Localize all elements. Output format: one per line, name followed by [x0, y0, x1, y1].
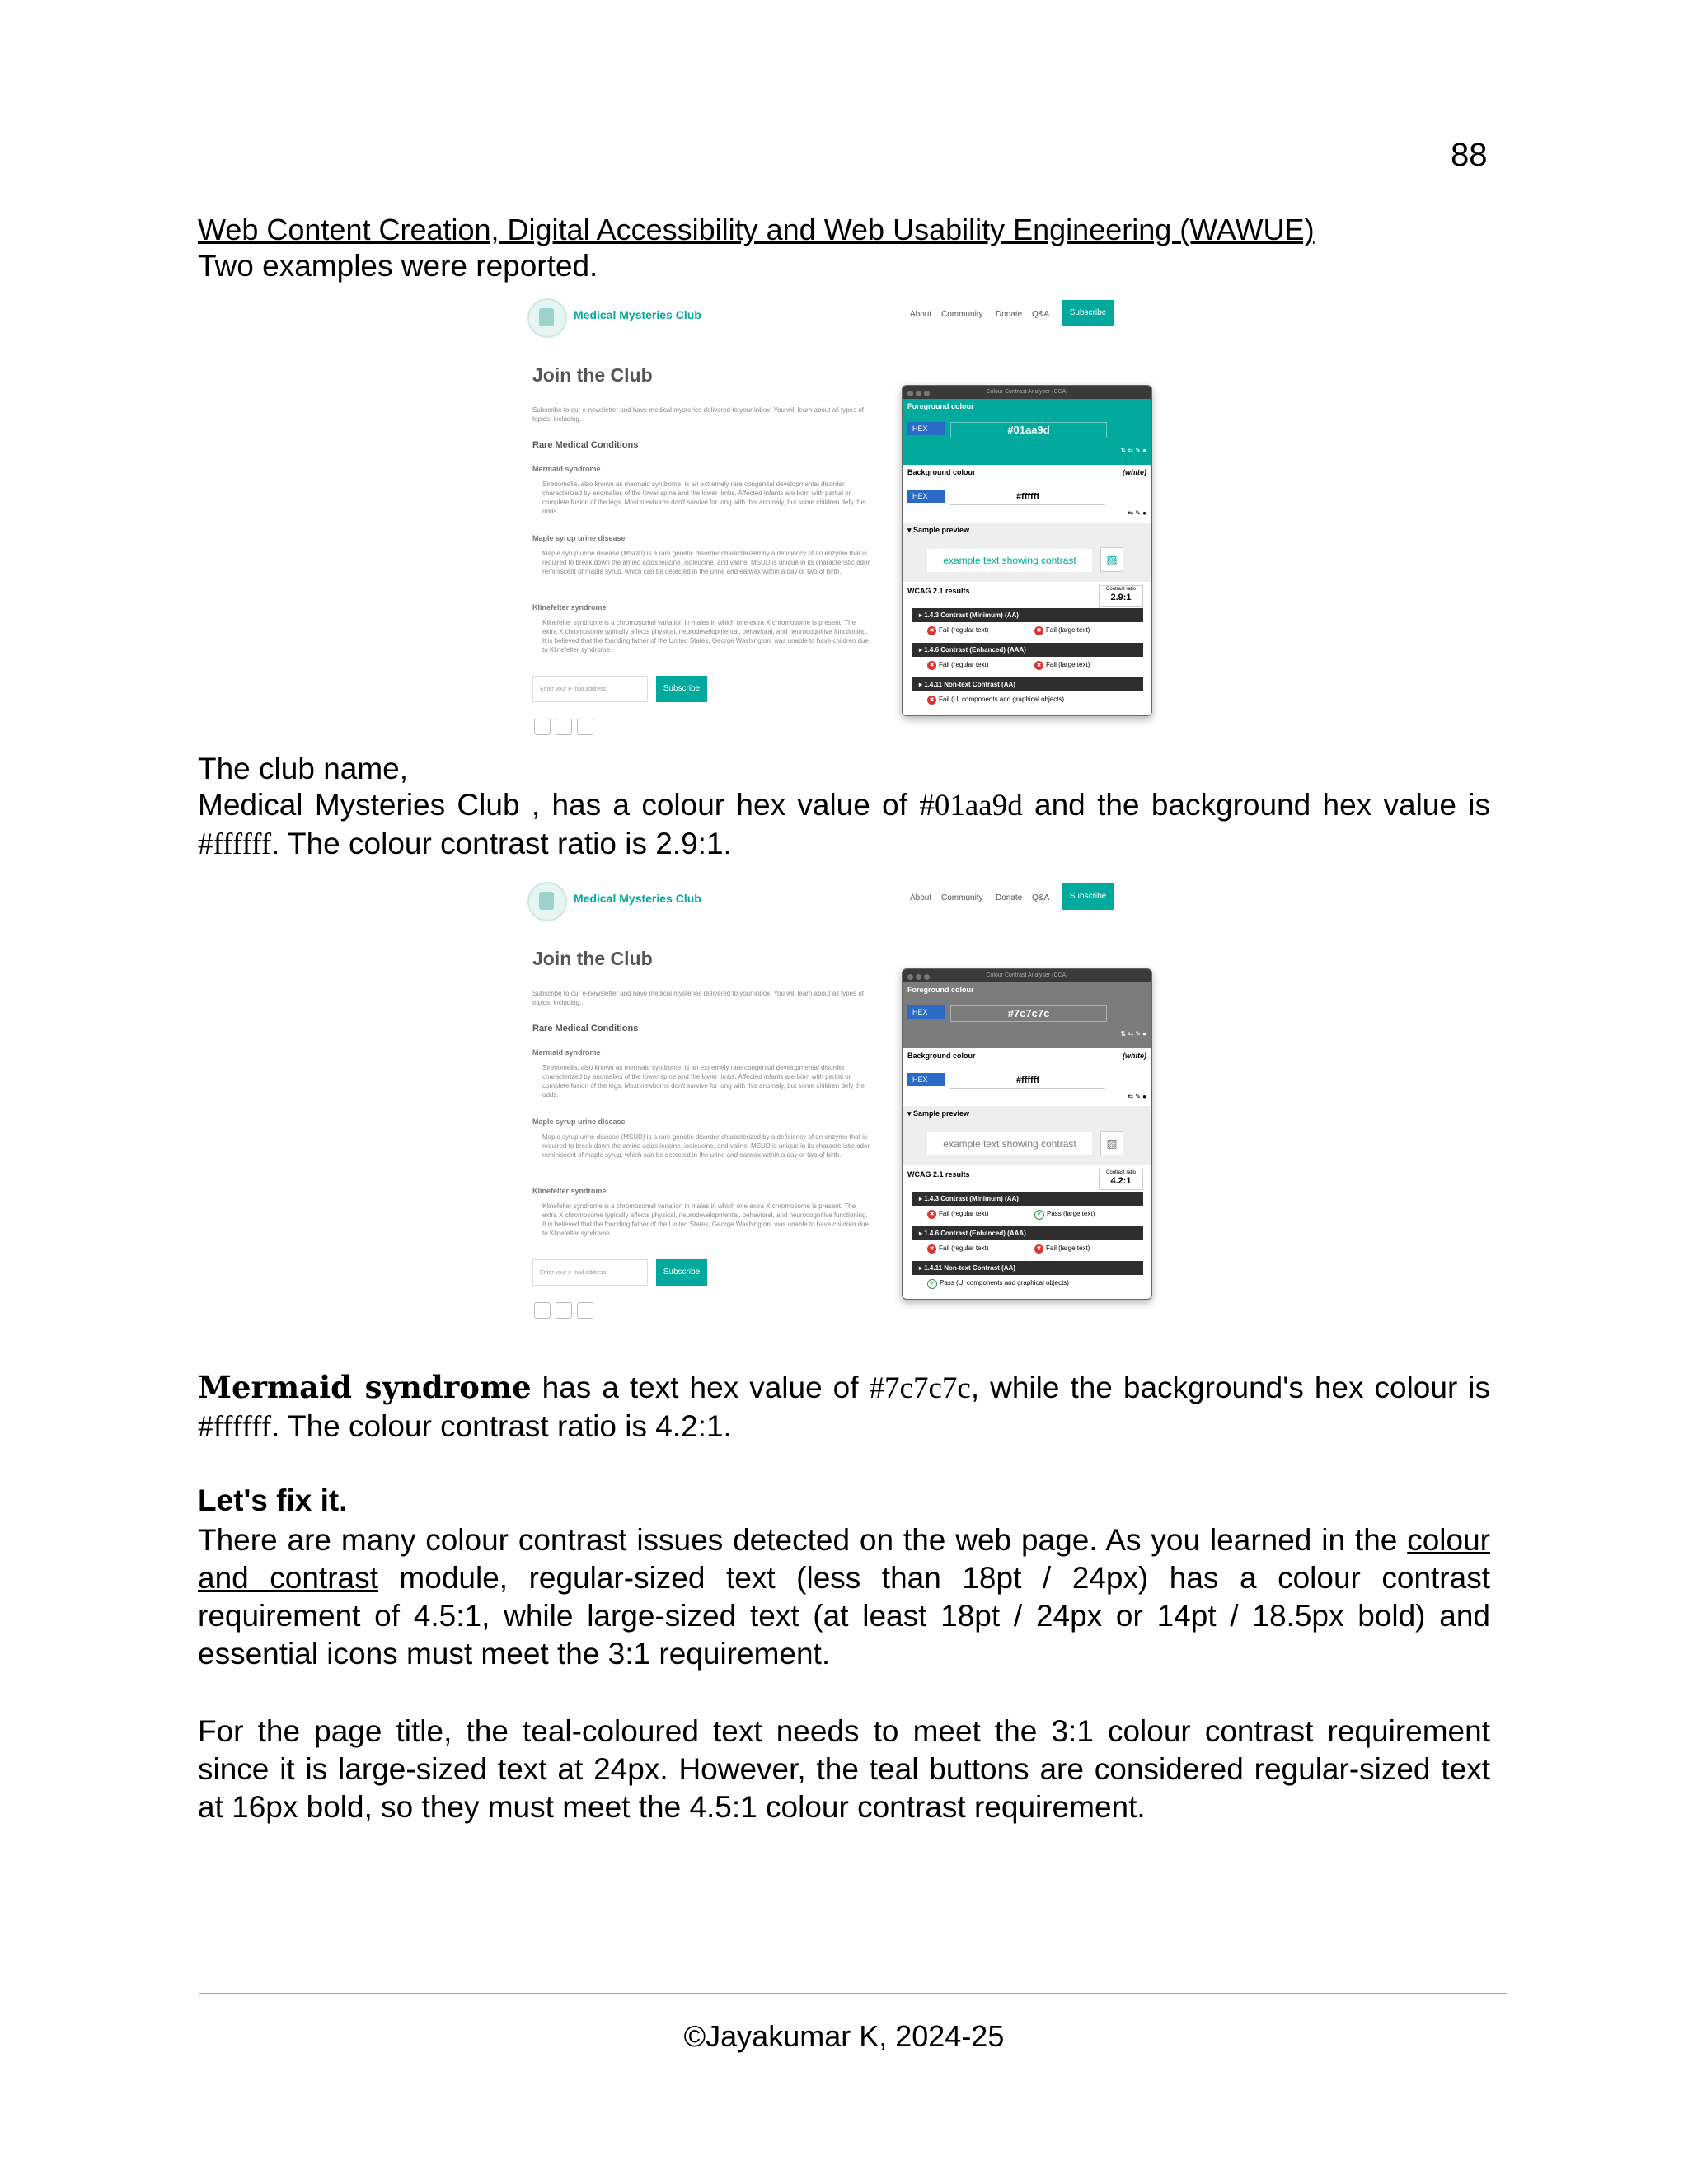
join-heading: Join the Club	[532, 948, 653, 969]
format-select: HEX	[907, 1073, 945, 1086]
item-title: Mermaid syndrome	[532, 1048, 601, 1057]
format-select: HEX	[907, 422, 945, 435]
fg-tools: ⇅ ⇆ ✎ ●	[1120, 1030, 1146, 1038]
fg-tools: ⇅ ⇆ ✎ ●	[1120, 447, 1146, 454]
format-select: HEX	[907, 490, 945, 503]
contrast-ratio: 4.2:1	[1110, 1176, 1132, 1186]
item-text: Maple syrup urine disease (MSUD) is a rare genetic disorder characterized by a deficiency of an enzyme that is required to break down the amino acids leucine, isoleucine, and valine. MSUD is unique in its characteristic odor, reminiscent of maple syrup, which can be detected in the urine and earwax within a day or two of birth.	[542, 550, 871, 575]
result-pass: ✔ Pass (large text)	[1034, 1210, 1095, 1220]
twitter-icon	[534, 1302, 551, 1319]
criterion-143: ▸ 1.4.3 Contrast (Minimum) (AA)	[912, 608, 1143, 622]
fg-hex-value: #7c7c7c	[950, 1005, 1107, 1022]
text2-paragraph: Mermaid syndrome has a text hex value of #7c7c7c, while the background's hex colour is #ffffff. The colour contrast ratio is 4.2:1.	[198, 1369, 1491, 1444]
chart-icon: ▨	[1100, 547, 1123, 572]
email-input: Enter your e-mail address	[532, 1259, 648, 1286]
item-text: Klinefelter syndrome is a chromosomal variation in males in which one extra X chromosome is present. The extra X chromosome typically affects physical, neurodevelopmental, behavioral, and neurocognitive functioning. It is believed that the founding father of the United States, George Washington, was unable to have children due to Klinefelter syndrome.	[542, 1202, 869, 1237]
colour-contrast-link[interactable]: colour and contrast	[198, 1523, 1490, 1595]
fg-label: Foreground colour	[907, 402, 974, 410]
results-section	[903, 582, 1151, 714]
twitter-icon	[534, 719, 551, 735]
screenshot-1	[514, 298, 1174, 752]
brand-name: Medical Mysteries Club	[574, 308, 701, 321]
bg-name: (white)	[1123, 1052, 1146, 1060]
footer-divider	[199, 1993, 1507, 1994]
result-fail: ✖ Fail (large text)	[1034, 661, 1090, 670]
email-subscribe-button: Subscribe	[656, 676, 707, 702]
intro-text: Two examples were reported.	[198, 249, 598, 283]
ratio-box	[1099, 1169, 1143, 1190]
result-fail: ✖ Fail (regular text)	[927, 661, 988, 670]
email-input: Enter your e-mail address	[532, 676, 648, 702]
result-fail: ✖ Fail (large text)	[1034, 626, 1090, 635]
background-section	[903, 465, 1151, 523]
contrast-ratio: 2.9:1	[1110, 593, 1132, 602]
instagram-icon	[577, 719, 593, 735]
result-fail: ✖ Fail (UI components and graphical objects)	[927, 696, 1064, 705]
result-fail: ✖ Fail (large text)	[1034, 1244, 1090, 1254]
item-title: Maple syrup urine disease	[532, 534, 626, 542]
section-heading: Rare Medical Conditions	[532, 440, 639, 450]
nav-about: About	[910, 310, 932, 319]
bg-label: Background colour	[907, 468, 976, 476]
bg-hex-value: #ffffff	[950, 1073, 1105, 1089]
sample-section	[903, 1106, 1151, 1165]
twitch-icon	[556, 1302, 572, 1319]
item-title: Maple syrup urine disease	[532, 1118, 626, 1126]
criterion-1411: ▸ 1.4.11 Non-text Contrast (AA)	[912, 677, 1143, 691]
nav-qa: Q&A	[1032, 310, 1050, 319]
text1-paragraph: Medical Mysteries Club , has a colour hex value of #01aa9d and the background hex value is #ffffff. The colour contrast ratio is 2.9:1.	[198, 788, 1490, 861]
ratio-box	[1099, 585, 1143, 607]
result-fail: ✖ Fail (regular text)	[927, 1210, 988, 1219]
instagram-icon	[577, 1302, 593, 1319]
sample-text: example text showing contrast	[927, 549, 1092, 572]
foreground-section	[903, 399, 1151, 465]
text1-line1: The club name,	[198, 752, 409, 785]
cca-titlebar	[903, 386, 1151, 399]
background-section	[903, 1048, 1151, 1106]
sample-section	[903, 523, 1151, 582]
results-label: WCAG 2.1 results	[907, 587, 970, 595]
criterion-146: ▸ 1.4.6 Contrast (Enhanced) (AAA)	[912, 1226, 1143, 1240]
criterion-143: ▸ 1.4.3 Contrast (Minimum) (AA)	[912, 1192, 1143, 1206]
cca-titlebar	[903, 969, 1151, 982]
fg-hex-value: #01aa9d	[950, 422, 1107, 438]
nav-community: Community	[941, 310, 983, 319]
bg-tools: ⇆ ✎ ●	[1128, 509, 1146, 517]
fix-paragraph-1: There are many colour contrast issues detected on the web page. As you learned in the colour and contrast module, regular-sized text (less than 18pt / 24px) has a colour contrast requirement of 4.5:1, while large-sized text (at least 18pt / 24px or 14pt / 18.5px bold) and essential icons must meet the 3:1 requirement.	[198, 1523, 1490, 1671]
brand-name: Medical Mysteries Club	[574, 892, 701, 905]
club-logo	[528, 298, 567, 338]
fix-heading: Let's fix it.	[198, 1483, 348, 1517]
results-section	[903, 1165, 1151, 1297]
nav-donate: Donate	[996, 893, 1023, 902]
bg-tools: ⇆ ✎ ●	[1128, 1093, 1146, 1100]
chart-icon: ▨	[1100, 1131, 1123, 1155]
bg-label: Background colour	[907, 1052, 976, 1060]
ratio-label: Contrast ratio	[1105, 587, 1136, 592]
foreground-section	[903, 982, 1151, 1048]
nav-community: Community	[941, 893, 983, 902]
sample-label: ▾ Sample preview	[907, 1109, 970, 1118]
subscribe-button: Subscribe	[1062, 300, 1114, 326]
bg-name: (white)	[1123, 468, 1146, 476]
item-text: Klinefelter syndrome is a chromosomal variation in males in which one extra X chromosome is present. The extra X chromosome typically affects physical, neurodevelopmental, behavioral, and neurocognitive functioning. It is believed that the founding father of the United States, George Washington, was unable to have children due to Klinefelter syndrome.	[542, 619, 869, 654]
results-label: WCAG 2.1 results	[907, 1170, 970, 1179]
cca-panel	[902, 385, 1152, 716]
item-title: Mermaid syndrome	[532, 465, 601, 473]
item-title: Klinefelter syndrome	[532, 603, 607, 612]
page-number: 88	[1451, 137, 1488, 173]
join-heading: Join the Club	[532, 364, 653, 386]
blurb: Subscribe to our e-newsletter and have medical mysteries delivered to your inbox! You will learn about all types of topics, including...	[532, 990, 864, 1006]
result-pass: ✔ Pass (UI components and graphical objects)	[927, 1279, 1069, 1289]
cca-title: Colour Contrast Analyser (CCA)	[986, 972, 1068, 978]
subscribe-button: Subscribe	[1062, 883, 1114, 910]
screenshot-2	[514, 882, 1174, 1335]
sample-text: example text showing contrast	[927, 1132, 1092, 1155]
cca-panel	[902, 968, 1152, 1300]
bg-hex-value: #ffffff	[950, 490, 1105, 505]
course-title: Web Content Creation, Digital Accessibility and Web Usability Engineering (WAWUE)	[198, 213, 1315, 246]
result-fail: ✖ Fail (regular text)	[927, 626, 988, 635]
item-text: Sirenomelia, also known as mermaid syndrome, is an extremely rare congenital developmental disorder characterized by anomalies of the lower spine and the lower limbs. Affected infants are born with partial or complete fusion of the legs. Most newborns don't survive for long with this anomaly, but some children defy the odds.	[542, 1064, 865, 1099]
format-select: HEX	[907, 1005, 945, 1019]
footer-copyright: ©Jayakumar K, 2024-25	[683, 2019, 1005, 2053]
nav-donate: Donate	[996, 310, 1023, 319]
email-subscribe-button: Subscribe	[656, 1259, 707, 1286]
item-text: Maple syrup urine disease (MSUD) is a rare genetic disorder characterized by a deficiency of an enzyme that is required to break down the amino acids leucine, isoleucine, and valine. MSUD is unique in its characteristic odor, reminiscent of maple syrup, which can be detected in the urine and earwax within a day or two of birth.	[542, 1133, 871, 1159]
criterion-1411: ▸ 1.4.11 Non-text Contrast (AA)	[912, 1261, 1143, 1275]
nav-about: About	[910, 893, 932, 902]
item-text: Sirenomelia, also known as mermaid syndrome, is an extremely rare congenital developmental disorder characterized by anomalies of the lower spine and the lower limbs. Affected infants are born with partial or complete fusion of the legs. Most newborns don't survive for long with this anomaly, but some children defy the odds.	[542, 480, 865, 515]
ratio-label: Contrast ratio	[1105, 1170, 1136, 1175]
nav-qa: Q&A	[1032, 893, 1050, 902]
criterion-146: ▸ 1.4.6 Contrast (Enhanced) (AAA)	[912, 643, 1143, 657]
twitch-icon	[556, 719, 572, 735]
cca-title: Colour Contrast Analyser (CCA)	[986, 389, 1068, 395]
item-title: Klinefelter syndrome	[532, 1187, 607, 1195]
section-heading: Rare Medical Conditions	[532, 1024, 639, 1033]
blurb: Subscribe to our e-newsletter and have medical mysteries delivered to your inbox! You will learn about all types of topics, including...	[532, 406, 864, 423]
fg-label: Foreground colour	[907, 986, 974, 994]
club-logo	[528, 882, 567, 921]
sample-label: ▾ Sample preview	[907, 526, 970, 534]
result-fail: ✖ Fail (regular text)	[927, 1244, 988, 1254]
fix-paragraph-2: For the page title, the teal-coloured text needs to meet the 3:1 colour contrast requirement since it is large-sized text at 24px. However, the teal buttons are considered regular-sized text at 16px bold, so they must meet the 4.5:1 colour contrast requirement.	[198, 1714, 1490, 1824]
